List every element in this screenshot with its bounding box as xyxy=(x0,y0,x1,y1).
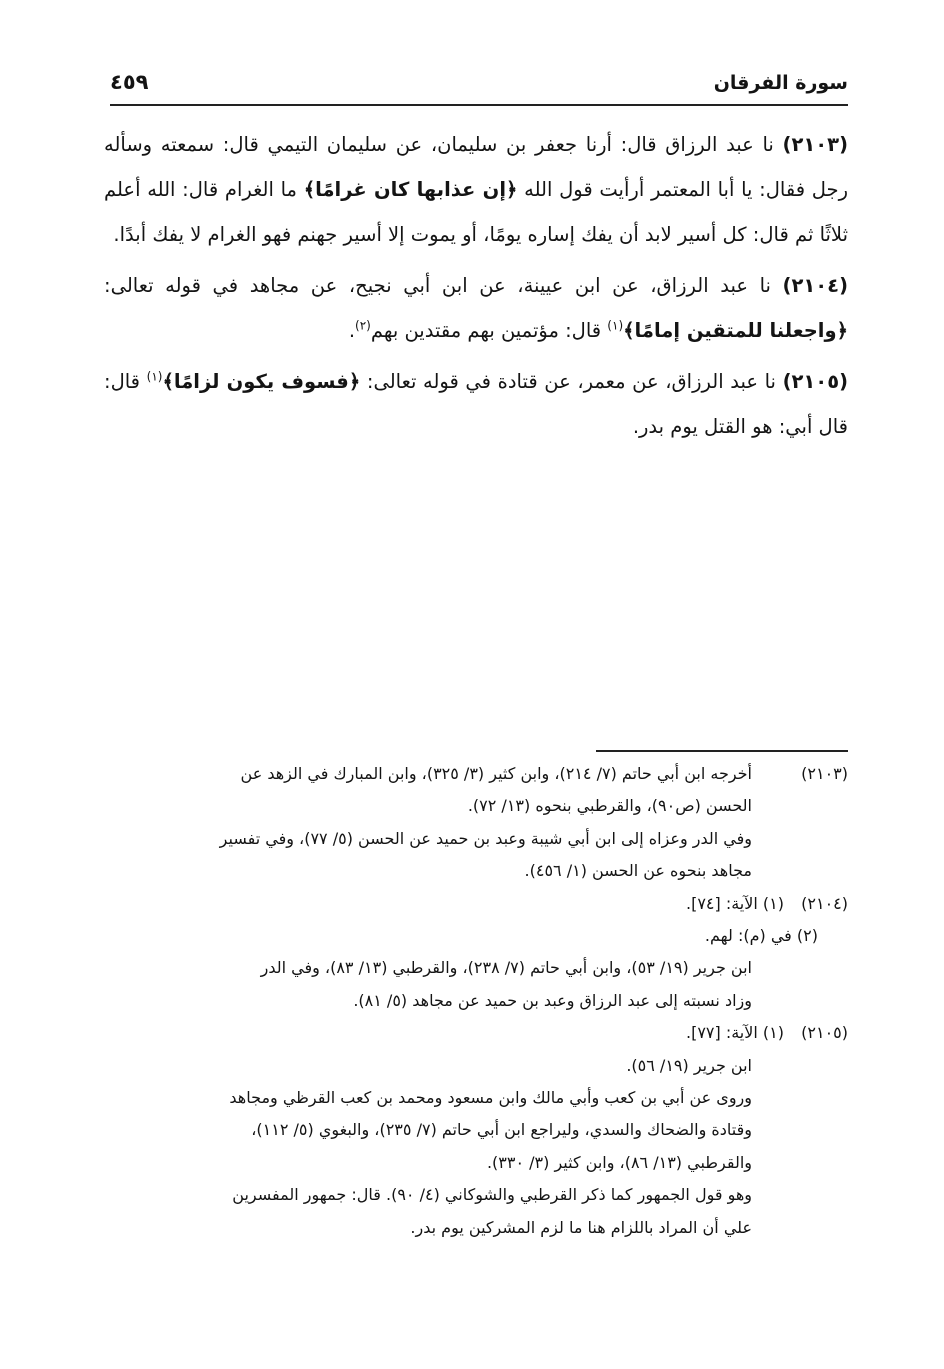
page-number: ٤٥٩ xyxy=(110,70,149,94)
footnote-line: وروى عن أبي بن كعب وأبي مالك وابن مسعود ومحمد بن كعب القرظي ومجاهد xyxy=(229,1088,752,1108)
footnote-line: مجاهد بنحوه عن الحسن (١/ ٤٥٦). xyxy=(524,861,752,881)
footnote-marker: (٢) xyxy=(355,318,371,333)
footnote-line: (١) الآية: [٧٤]. xyxy=(685,893,784,913)
narration-text: . xyxy=(348,319,356,342)
header-divider xyxy=(110,104,848,106)
footnote-line: ابن جرير (١٩/ ٥٦). xyxy=(626,1055,752,1075)
footnote-line: (١) الآية: [٧٧]. xyxy=(685,1023,784,1043)
narration-2104 xyxy=(104,263,848,353)
footnote-line: وقتادة والضحاك والسدي، وليراجع ابن أبي حاتم (٧/ ٢٣٥)، والبغوي (٥/ ١١٢)، xyxy=(251,1120,752,1140)
footnote-divider xyxy=(596,750,848,752)
footnote-line: والقرطبي (١٣/ ٨٦)، وابن كثير (٣/ ٣٣٠). xyxy=(486,1152,752,1172)
narration-number: (٢١٠٣) xyxy=(782,133,848,156)
footnote-id: (٢١٠٣) xyxy=(801,764,848,783)
footnote-marker: (١) xyxy=(607,318,624,333)
footnote-2103 xyxy=(104,758,848,888)
main-text xyxy=(104,122,848,449)
narration-2103 xyxy=(104,122,848,257)
quran-verse: ﴿واجعلنا للمتقين إمامًا﴾ xyxy=(623,319,848,342)
narration-text: قال: قال أبي: هو القتل يوم بدر. xyxy=(104,370,848,438)
narration-text: قال: مؤتمين بهم مقتدين بهم xyxy=(370,319,608,342)
narration-text: نا عبد الرزاق، عن معمر، عن قتادة في قوله تعالى: xyxy=(360,370,783,393)
narration-text: ما الغرام قال: الله أعلم ثلاثًا ثم قال: كل أسير لابد أن يفك إساره يومًا، أو يموت إلا أسير جهنم فهو الغرام لا يفك أبدًا. xyxy=(104,178,848,246)
surah-name: سورة الفرقان xyxy=(713,72,848,94)
footnote-marker: (١) xyxy=(146,369,163,384)
footnote-2104 xyxy=(104,888,848,1018)
footnote-line: وزاد نسبته إلى عبد الرزاق وعبد بن حميد عن مجاهد (٥/ ٨١). xyxy=(353,990,752,1010)
footnote-line: أخرجه ابن أبي حاتم (٧/ ٢١٤)، وابن كثير (٣/ ٣٢٥)، وابن المبارك في الزهد عن xyxy=(240,764,752,783)
footnote-line: (٢) في (م): لهم. xyxy=(704,926,818,946)
footnote-id: (٢١٠٤) xyxy=(801,893,848,913)
narration-text: نا عبد الرزاق، عن ابن عيينة، عن ابن أبي نجيح، عن مجاهد في قوله تعالى: xyxy=(104,274,783,297)
footnote-line: ابن جرير (١٩/ ٥٣)، وابن أبي حاتم (٧/ ٢٣٨)، والقرطبي (١٣/ ٨٣)، وفي الدر xyxy=(260,958,752,978)
footnote-line: وفي الدر وعزاه إلى ابن أبي شيبة وعبد بن حميد عن الحسن (٥/ ٧٧)، وفي تفسير xyxy=(219,828,752,848)
narration-number: (٢١٠٥) xyxy=(782,370,849,393)
footnote-line: وهو قول الجمهور كما ذكر القرطبي والشوكاني (٤/ ٩٠). قال: جمهور المفسرين xyxy=(232,1185,752,1205)
footnote-id: (٢١٠٥) xyxy=(801,1023,848,1043)
footnotes xyxy=(104,758,848,1244)
footnote-line: الحسن (ص٩٠)، والقرطبي بنحوه (١٣/ ٧٢). xyxy=(467,796,752,816)
footnote-line: علي أن المراد باللزام هنا ما لزم المشركين يوم بدر. xyxy=(410,1217,752,1237)
footnote-2105 xyxy=(104,1017,848,1244)
narration-text: نا عبد الرزاق قال: أرنا جعفر بن سليمان، عن سليمان التيمي قال: سمعته وسأله رجل فقال: يا أبا المعتمر أرأيت قول الله xyxy=(104,133,849,201)
narration-number: (٢١٠٤) xyxy=(782,274,848,297)
quran-verse: ﴿إن عذابها كان غرامًا﴾ xyxy=(303,178,518,201)
narration-2105 xyxy=(104,359,848,449)
quran-verse: ﴿فسوف يكون لزامًا﴾ xyxy=(162,370,361,393)
page-header xyxy=(110,68,848,104)
